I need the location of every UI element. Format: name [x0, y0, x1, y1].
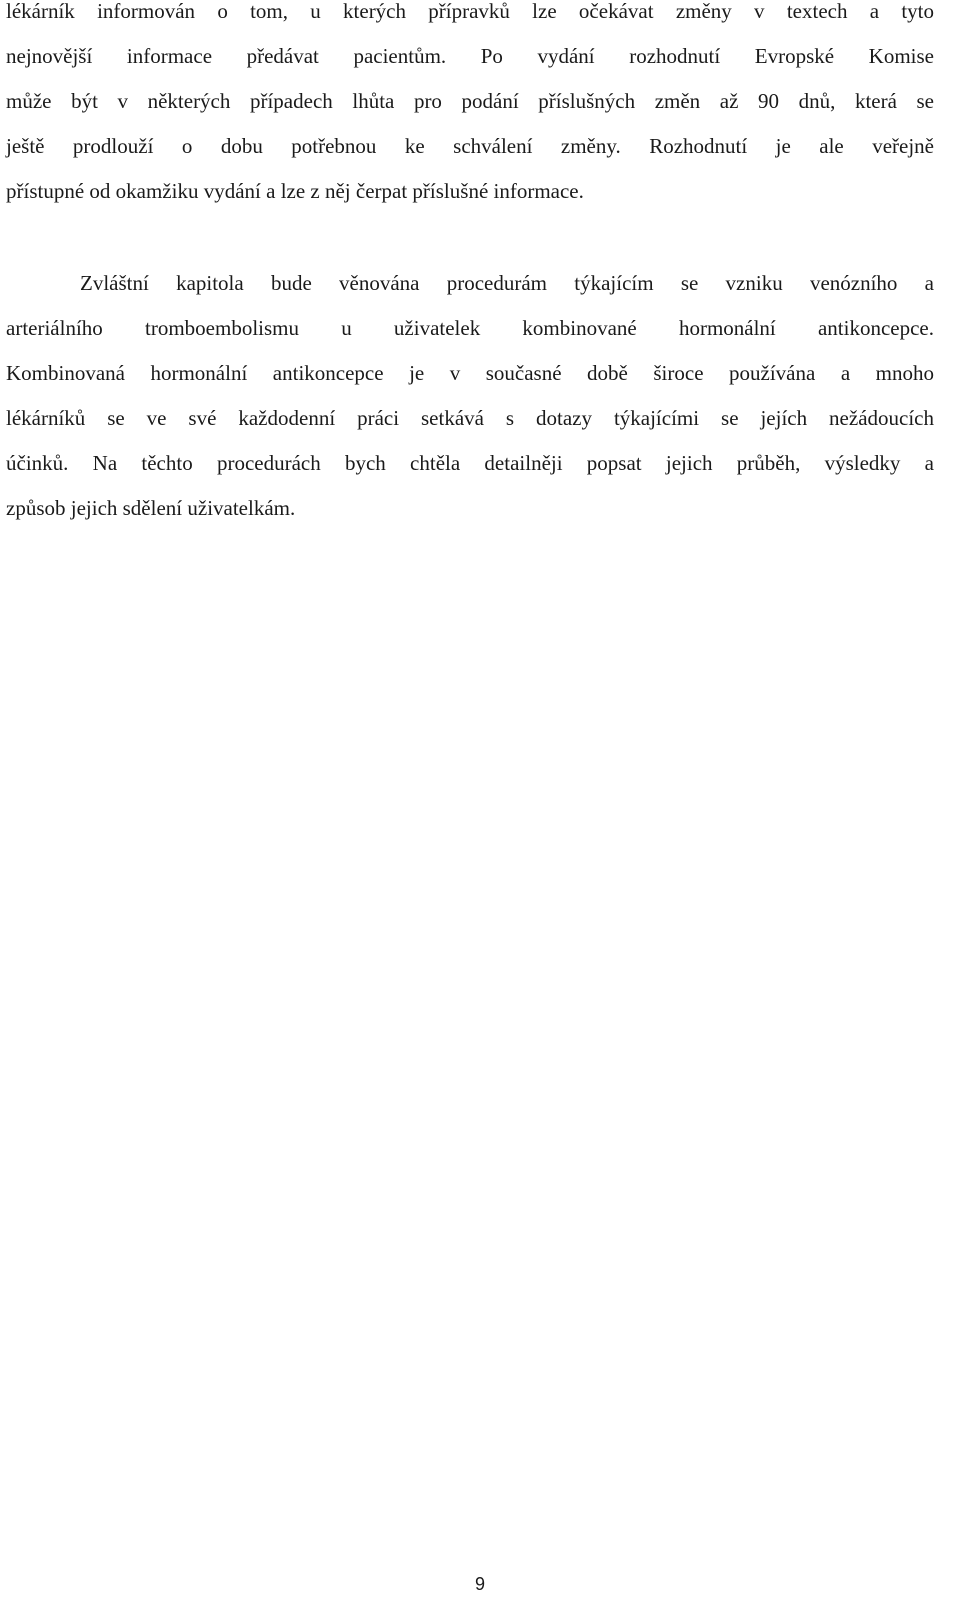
text-line: lékárník informován o tom, u kterých přípravků lze očekávat změny v textech a tyto — [6, 0, 934, 23]
page-number: 9 — [474, 1574, 485, 1594]
text-line: arteriálního tromboembolismu u uživatelek kombinované hormonální antikoncepce. — [6, 316, 934, 340]
text-line: Zvláštní kapitola bude věnována procedurám týkajícím se vzniku venózního a — [80, 271, 934, 295]
text-line: lékárníků se ve své každodenní práci setkává s dotazy týkajícími se jejích nežádoucích — [6, 406, 934, 430]
paragraph-procedures — [6, 261, 934, 531]
text-line: účinků. Na těchto procedurách bych chtěla detailněji popsat jejich průběh, výsledky a — [6, 451, 934, 475]
text-line: způsob jejich sdělení uživatelkám. — [6, 496, 296, 520]
text-line: ještě prodlouží o dobu potřebnou ke schválení změny. Rozhodnutí je ale veřejně — [6, 134, 934, 158]
text-line: může být v některých případech lhůta pro podání příslušných změn až 90 dnů, která se — [6, 89, 934, 113]
paragraph-continuation — [6, 0, 934, 214]
text-line: nejnovější informace předávat pacientům. Po vydání rozhodnutí Evropské Komise — [6, 44, 934, 68]
text-line: přístupné od okamžiku vydání a lze z něj čerpat příslušné informace. — [6, 179, 584, 203]
text-line: Kombinovaná hormonální antikoncepce je v současné době široce používána a mnoho — [6, 361, 934, 385]
